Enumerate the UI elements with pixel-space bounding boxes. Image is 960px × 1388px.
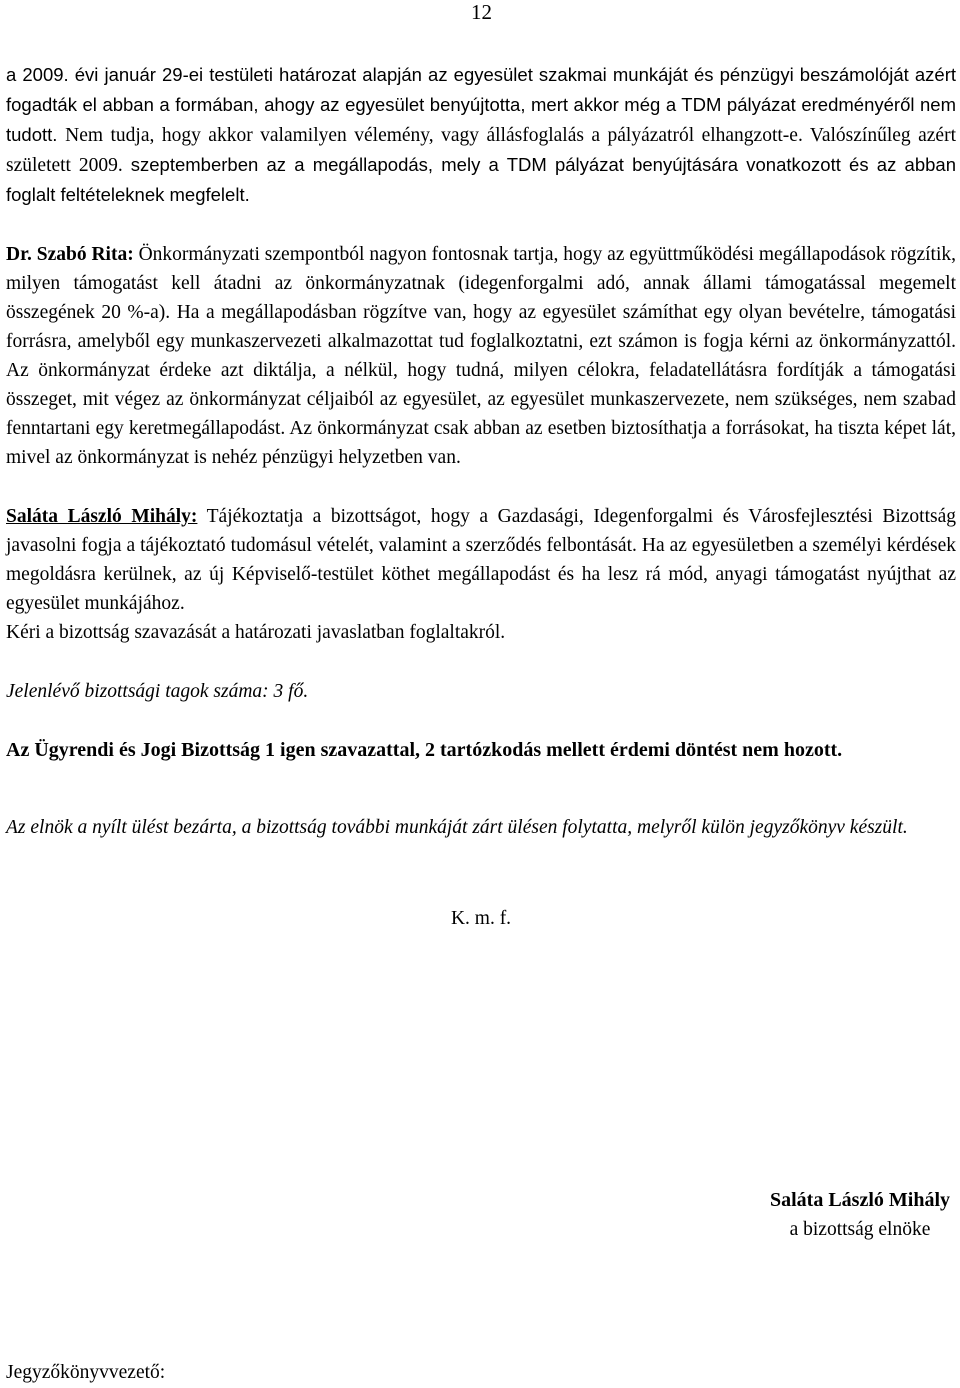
committee-decision: Az Ügyrendi és Jogi Bizottság 1 igen szavazattal, 2 tartózkodás mellett érdemi döntést nem hozott. (6, 739, 843, 761)
signature-block (770, 1186, 950, 1244)
paragraph-salata (6, 502, 956, 618)
paragraph-tdm-part3: szeptemberben az a megállapodás, mely a TDM pályázat benyújtására vonatkozott és az abban foglalt feltételeknek megfelelt. (6, 154, 956, 205)
page-number: 12 (471, 0, 492, 24)
paragraph-szabo-text: Önkormányzati szempontból nagyon fontosnak tartja, hogy az együttműködési megállapodások rögzítik, milyen támogatást kell átadni az önkormányzatnak (idegenforgalmi adó, annak állami támogatással megemelt összegének 20 %-a). Ha a megállapodásban rögzítve van, hogy az egyesület számíthat egy olyan bevételre, támogatási forrásra, amelyből egy munkaszervezeti alkalmazottat tud foglalkoztatni, ezt számon is fogja kérni az önkormányzattól. Az önkormányzat érdeke azt diktálja, a nélkül, hogy tudná, milyen célokra, feladatellátásra fordítják a támogatási összeget, mit végez az önkormányzat céljaiból az egyesület, az egyesület munkaszervezete, nem szükséges, nem szabad fenntartani egy keretmegállapodást. Az önkormányzat csak abban az esetben biztosíthatja a forrásokat, ha tiszta képet lát, mivel az önkormányzat is nehéz pénzügyi helyzetben van. (6, 244, 956, 468)
kmf-line: K. m. f. (450, 908, 512, 929)
paragraph-salata-text: Tájékoztatja a bizottságot, hogy a Gazdasági, Idegenforgalmi és Városfejlesztési Bizottság javasolni fogja a tájékoztató tudomásul vételét, valamint a szerződés felbontását. Ha az egyesületben a személyi kérdések megoldásra kerülnek, az új Képviselő-testület köthet megállapodást és ha lesz rá mód, anyagi támogatást nyújthat az egyesület munkájához. (6, 506, 956, 614)
speaker-name: Dr. Szabó Rita: (6, 244, 134, 265)
signature-title: a bizottság elnöke (789, 1219, 931, 1240)
paragraph-tdm (6, 60, 956, 210)
signature-name: Saláta László Mihály (769, 1189, 950, 1211)
paragraph-salata-request: Kéri a bizottság szavazását a határozati javaslatban foglaltakról. (6, 622, 506, 643)
paragraph-tdm-part2: Nem tudja, hogy akkor valamilyen vélemény, vagy állásfoglalás a pályázatról elhangzott-e. Valószínűleg azért született 2009. (6, 125, 956, 176)
recorder-label: Jegyzőkönyvvezető: (6, 1362, 166, 1383)
paragraph-tdm-part1: a 2009. évi január 29-ei testületi határozat alapján az egyesület szakmai munkáját és pénzügyi beszámolóját azért fogadták el abban a formában, ahogy az egyesület benyújtotta, mert akkor még a TDM pályázat eredményéről nem tudott. (6, 64, 956, 145)
paragraph-szabo (6, 240, 956, 472)
closing-statement: Az elnök a nyílt ülést bezárta, a bizottság további munkáját zárt ülésen folytatta, melyről külön jegyzőkönyv készült. (6, 817, 908, 838)
document-body (6, 60, 956, 933)
speaker-name: Saláta László Mihály: (6, 506, 198, 527)
attendance-line: Jelenlévő bizottsági tagok száma: 3 fő. (6, 681, 309, 702)
